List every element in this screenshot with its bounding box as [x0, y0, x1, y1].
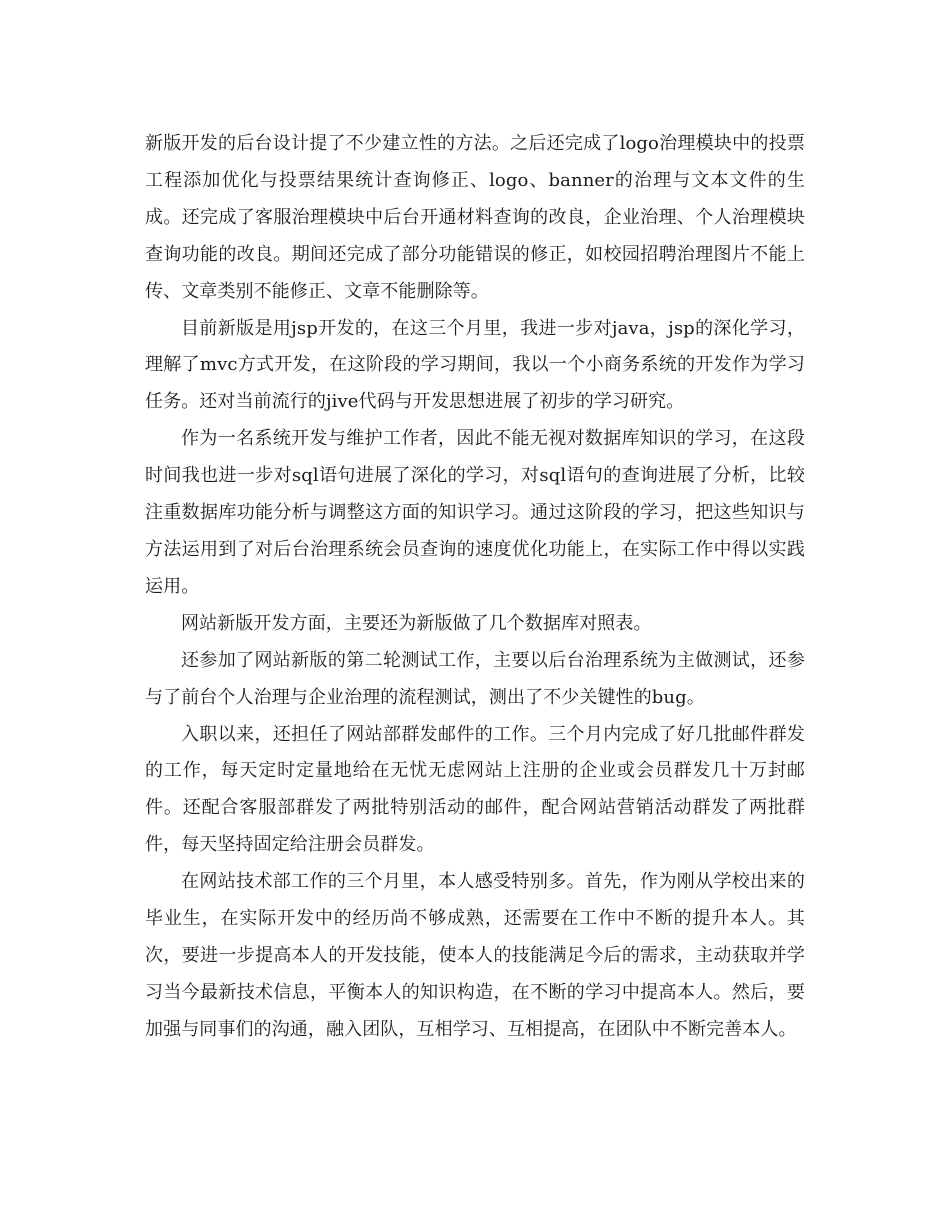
paragraph-jsp-learning: 目前新版是用jsp开发的，在这三个月里，我进一步对java，jsp的深化学习，理解了mvc方式开发，在这阶段的学习期间，我以一个小商务系统的开发作为学习任务。还对当前流行的jive代码与开发思想进展了初步的学习研究。	[145, 317, 805, 413]
paragraph-database-learning: 作为一名系统开发与维护工作者，因此不能无视对数据库知识的学习，在这段时间我也进一步对sql语句进展了深化的学习，对sql语句的查询进展了分析，比较注重数据库功能分析与调整这方面的知识学习。通过这阶段的学习，把这些知识与方法运用到了对后台治理系统会员查询的速度优化功能上，在实际工作中得以实践运用。	[145, 428, 805, 597]
document-body	[145, 126, 805, 1049]
paragraph-reflection: 在网站技术部工作的三个月里，本人感受特别多。首先，作为刚从学校出来的毕业生，在实际开发中的经历尚不够成熟，还需要在工作中不断的提升本人。其次，要进一步提高本人的开发技能，使本人的技能满足今后的需求，主动获取并学习当今最新技术信息，平衡本人的知识构造，在不断的学习中提高本人。然后，要加强与同事们的沟通，融入团队，互相学习、互相提高，在团队中不断完善本人。	[145, 871, 805, 1040]
paragraph-new-version: 网站新版开发方面，主要还为新版做了几个数据库对照表。	[181, 612, 652, 634]
paragraph-mass-email: 入职以来，还担任了网站部群发邮件的工作。三个月内完成了好几批邮件群发的工作，每天定时定量地给在无忧无虑网站上注册的企业或会员群发几十万封邮件。还配合客服部群发了两批特别活动的邮件，配合网站营销活动群发了两批群件，每天坚持固定给注册会员群发。	[145, 723, 805, 856]
paragraph-testing: 还参加了网站新版的第二轮测试工作，主要以后台治理系统为主做测试，还参与了前台个人治理与企业治理的流程测试，测出了不少关键性的bug。	[145, 649, 805, 708]
paragraph-continuation: 新版开发的后台设计提了不少建立性的方法。之后还完成了logo治理模块中的投票工程添加优化与投票结果统计查询修正、logo、banner的治理与文本文件的生成。还完成了客服治理模块中后台开通材料查询的改良，企业治理、个人治理模块查询功能的改良。期间还完成了部分功能错误的修正，如校园招聘治理图片不能上传、文章类别不能修正、文章不能删除等。	[145, 133, 805, 302]
